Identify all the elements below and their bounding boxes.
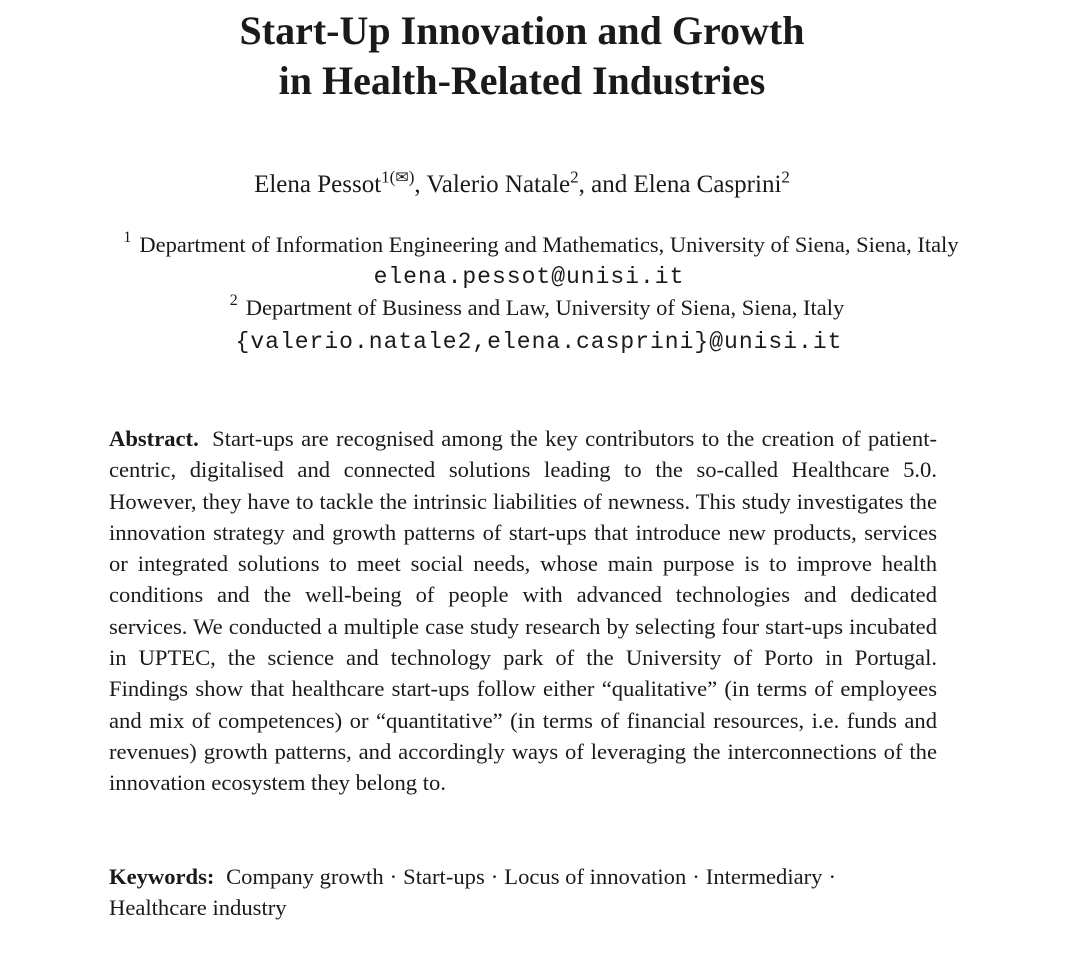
- abstract-text: Start-ups are recognised among the key contributors to the creation of patient-centric, digitalised and connected solutions leading to the so-called Healthcare 5.0. However, they have to tackle the intrinsic liabilities of newness. This study investigates the innovation strategy and growth patterns of start-ups that introduce new products, services or integrated solutions to meet social needs, whose main purpose is to improve health conditions and the well-being of people with advanced technologies and dedicated services. We conducted a multiple case study research by selecting four start-ups incubated in UPTEC, the science and technology park of the University of Porto in Portugal. Findings show that healthcare start-ups follow either “qualitative” (in terms of employees and mix of competences) or “quantitative” (in terms of financial resources, i.e. funds and revenues) growth patterns, and accordingly ways of leveraging the interconnections of the innovation ecosystem they belong to.: [109, 426, 937, 796]
- keyword: Locus of innovation: [504, 864, 687, 889]
- affiliation-number: 1: [123, 229, 132, 247]
- affiliation-2-email: {valerio.natale2,elena.casprini}@unisi.it: [235, 329, 843, 355]
- keyword: Company growth: [226, 864, 384, 889]
- author-name: Elena Casprini: [633, 171, 782, 198]
- affiliation-number: 2: [229, 292, 238, 310]
- keyword: Healthcare industry: [109, 895, 287, 921]
- abstract-label: Abstract.: [109, 426, 199, 451]
- mail-icon: ✉: [395, 167, 409, 187]
- author-list: [0, 168, 1044, 202]
- author-affiliation-mark: 2: [570, 167, 579, 187]
- keyword-separator: ·: [490, 864, 499, 889]
- paper-title: [0, 6, 1044, 106]
- keyword: Start-ups: [403, 864, 485, 889]
- abstract: [109, 423, 937, 799]
- author-name: Elena Pessot: [254, 171, 382, 198]
- affiliation-text: Department of Business and Law, University of Siena, Siena, Italy: [245, 295, 845, 320]
- affiliation-2: [0, 293, 1074, 323]
- author-name: Valerio Natale: [426, 171, 571, 198]
- title-line-2: in Health-Related Industries: [278, 58, 766, 103]
- author-separator: ,: [414, 171, 427, 198]
- keyword-separator: ·: [389, 864, 398, 889]
- keyword-separator: ·: [828, 864, 837, 889]
- affiliation-1-email: elena.pessot@unisi.it: [373, 264, 685, 290]
- author-affiliation-mark: 1(✉): [381, 167, 415, 187]
- author-separator: , and: [578, 171, 634, 198]
- title-line-1: Start-Up Innovation and Growth: [239, 8, 805, 53]
- keyword-separator: ·: [692, 864, 700, 889]
- keyword: Intermediary: [705, 864, 823, 889]
- affiliation-1: [4, 230, 1074, 260]
- keywords-label: Keywords:: [109, 864, 215, 889]
- keywords: [109, 861, 937, 924]
- author-affiliation-mark: 2: [781, 167, 790, 187]
- affiliation-text: Department of Information Engineering and Mathematics, University of Siena, Siena, Italy: [139, 232, 959, 257]
